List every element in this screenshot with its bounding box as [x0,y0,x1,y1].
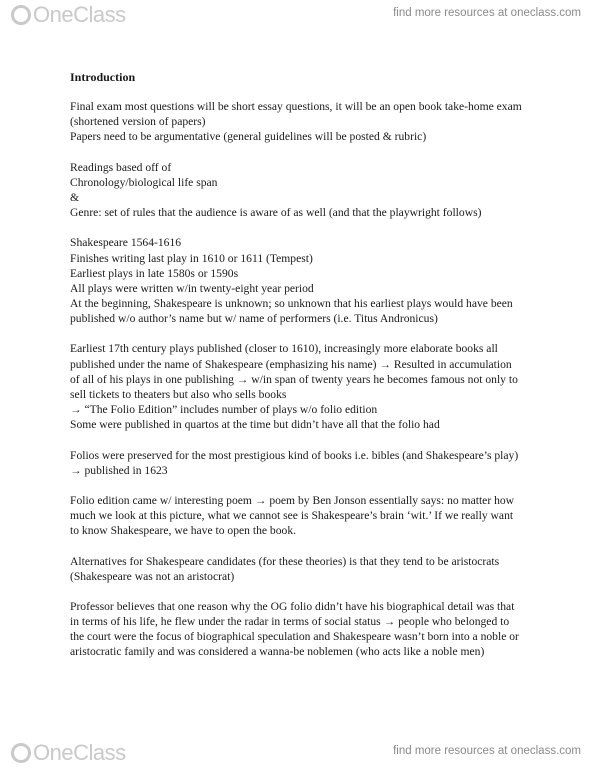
text-line: Professor believes that one reason why the OG folio didn’t have his biographical detail was that [70,599,515,613]
text-line: Papers need to be argumentative (general guidelines will be posted & rubric) [70,130,427,144]
text-line: Chronology/biological life span [70,175,218,189]
text-line: Alternatives for Shakespeare candidates (for these theories) is that they tend to be aristocrats [70,554,500,568]
text-line: published under the name of Shakespeare (emphasizing his name) → Resulted in accumulation [70,357,512,371]
footer-bar [0,738,595,768]
text-line: sell tickets to theaters but also who sells books [70,388,287,401]
text-line: aristocratic family and was considered a wanna-be noblemen (who acts like a noble men) [70,645,485,659]
paragraph [70,599,585,660]
text-line: Genre: set of rules that the audience is aware of as well (and that the playwright follows) [70,206,482,220]
text-line: Readings based off of [70,160,172,174]
document-title: Introduction [70,70,136,84]
text-line: All plays were written w/in twenty-eight year period [70,281,314,295]
oneclass-logo[interactable] [10,2,126,28]
footer-tagline-link[interactable]: find more resources at oneclass.com [393,745,581,757]
text-line: & [70,190,80,204]
text-line: Finishes writing last play in 1610 or 1611 (Tempest) [70,251,313,265]
text-line: Folios were preserved for the most prestigious kind of books i.e. bibles (and Shakespeare’s play) [70,448,519,462]
oneclass-logo-mark-icon [10,742,32,764]
footer-logo-text: OneClass [33,740,126,765]
paragraph [70,554,585,584]
text-line: in terms of his life, he flew under the radar in terms of social status → people who belonged to [70,615,510,629]
text-line: the court were the focus of biographical speculation and Shakespeare wasn’t born into a noble or [70,630,519,644]
text-line: At the beginning, Shakespeare is unknown; so unknown that his earliest plays would have been [70,297,513,311]
logo-text: OneClass [33,2,126,27]
header-tagline-link[interactable]: find more resources at oneclass.com [393,7,581,19]
text-line: Earliest 17th century plays published (closer to 1610), increasingly more elaborate books all [70,342,498,356]
paragraph [70,448,585,478]
text-line: to know Shakespeare, we have to open the book. [70,524,297,538]
paragraph [70,99,585,145]
text-line: (Shakespeare was not an aristocrat) [70,569,235,583]
text-line: → “The Folio Edition” includes number of plays w/o folio edition [70,403,378,417]
text-line: Some were published in quartos at the time but didn’t have all that the folio had [70,418,440,432]
paragraph-list [70,99,585,660]
oneclass-logo-mark-icon [10,4,32,26]
text-line: Shakespeare 1564-1616 [70,236,182,250]
text-line: → published in 1623 [70,463,168,477]
paragraph [70,160,585,221]
text-line: much we look at this picture, what we cannot see is Shakespeare’s brain ‘wit.’ If we really want [70,509,514,523]
text-line: of all of his plays in one publishing → w/in span of twenty years he becomes famous not only to [70,372,518,386]
text-line: Folio edition came w/ interesting poem → poem by Ben Jonson essentially says: no matter how [70,493,515,507]
text-line: Final exam most questions will be short essay questions, it will be an open book take-home exam [70,100,522,113]
document-body [70,70,585,675]
header-bar [0,0,595,30]
oneclass-footer-logo[interactable] [10,740,126,766]
paragraph [70,341,585,432]
text-line: Earliest plays in late 1580s or 1590s [70,266,239,280]
paragraph [70,235,585,326]
text-line: published w/o author’s name but w/ name of performers (i.e. Titus Andronicus) [70,312,438,326]
text-line: (shortened version of papers) [70,115,206,129]
paragraph [70,493,585,539]
